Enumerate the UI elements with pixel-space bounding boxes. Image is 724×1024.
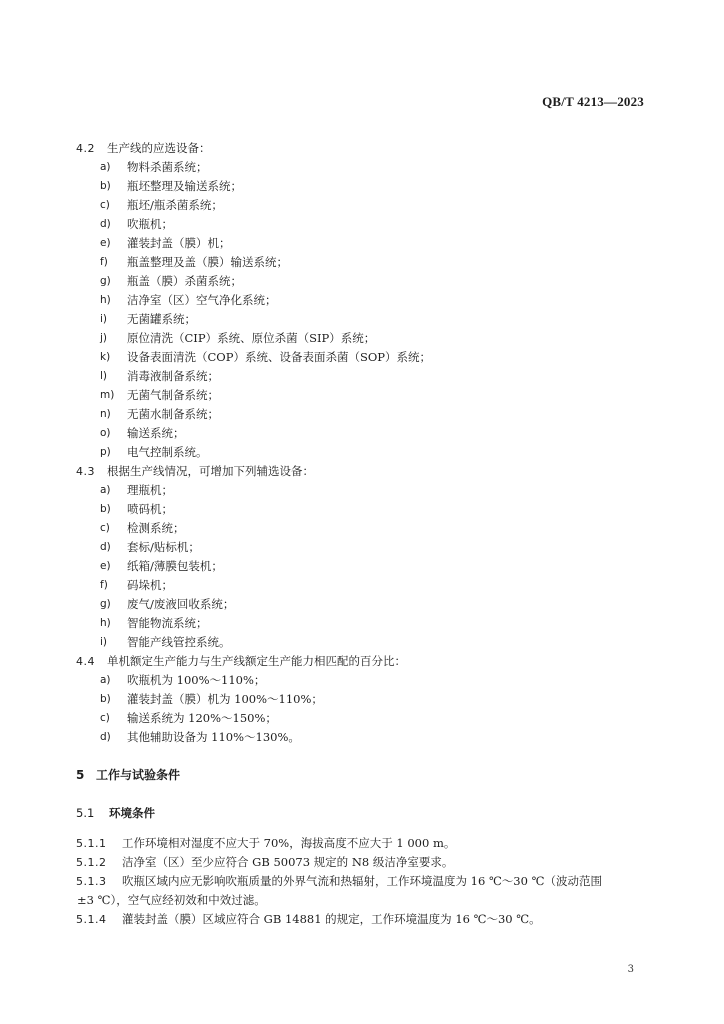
clause-number: 5.1.3 (76, 875, 107, 888)
clause-title: 环境条件 (109, 806, 155, 820)
chapter-title: 工作与试验条件 (96, 768, 181, 782)
clause-text: 灌装封盖（膜）区域应符合 GB 14881 的规定，工作环境温度为 16 ℃～30 ℃。 (122, 912, 541, 926)
clause-text: 吹瓶区域内应无影响吹瓶质量的外界气流和热辐射，工作环境温度为 16 ℃～30 ℃（波动范围 (122, 874, 602, 888)
list-item-text: 输送系统为 120%～150%； (127, 711, 277, 725)
list-item-marker: g) (100, 598, 111, 610)
list-item-marker: j) (100, 332, 108, 344)
list-item-marker: l) (100, 370, 108, 382)
clause-title: 生产线的应选设备： (107, 141, 211, 155)
list-item-text: 吹瓶机为 100%～110%； (127, 673, 266, 687)
list-item-marker: a) (100, 484, 111, 496)
list-item-marker: h) (100, 294, 111, 306)
list-item-marker: d) (100, 541, 111, 553)
list-item-text: 喷码机； (127, 502, 173, 516)
list-item-text: 理瓶机； (127, 483, 173, 497)
list-item-text: 吹瓶机； (127, 217, 173, 231)
list-item-text: 灌装封盖（膜）机为 100%～110%； (127, 692, 323, 706)
list-item-text: 无菌水制备系统； (127, 407, 219, 421)
list-item-marker: i) (100, 636, 108, 648)
list-item-text: 瓶坯整理及输送系统； (127, 179, 242, 193)
list-item-text: 原位清洗（CIP）系统、原位杀菌（SIP）系统； (127, 331, 376, 345)
list-item-text: 套标/贴标机； (127, 540, 200, 554)
list-item-text: 电气控制系统。 (127, 445, 208, 459)
chapter-number: 5 (76, 768, 85, 782)
list-item-marker: h) (100, 617, 111, 629)
list-item-text: 废气/废液回收系统； (127, 597, 235, 611)
clause-number: 5.1.2 (76, 856, 107, 869)
list-item-marker: c) (100, 522, 110, 534)
list-item-marker: a) (100, 674, 111, 686)
list-item-marker: b) (100, 503, 111, 515)
list-item-marker: o) (100, 427, 111, 439)
list-item-text: 智能物流系统； (127, 616, 208, 630)
clause-number: 4.2 (76, 142, 95, 155)
list-item-text: 瓶盖整理及盖（膜）输送系统； (127, 255, 288, 269)
page-number: 3 (627, 964, 634, 975)
list-item-marker: f) (100, 579, 108, 591)
list-item-marker: c) (100, 712, 110, 724)
clause-number: 4.3 (76, 465, 95, 478)
list-item-marker: f) (100, 256, 108, 268)
clause-text: 洁净室（区）至少应符合 GB 50073 规定的 N8 级洁净室要求。 (122, 855, 454, 869)
list-item-text: 瓶盖（膜）杀菌系统； (127, 274, 242, 288)
clause-title: 单机额定生产能力与生产线额定生产能力相匹配的百分比： (107, 654, 406, 668)
list-item-text: 智能产线管控系统。 (127, 635, 231, 649)
list-item-marker: p) (100, 446, 111, 458)
list-item-marker: m) (100, 389, 115, 401)
list-item-text: 瓶坯/瓶杀菌系统； (127, 198, 223, 212)
list-item-marker: b) (100, 693, 111, 705)
list-item-text: 洁净室（区）空气净化系统； (127, 293, 277, 307)
standard-number-header: QB/T 4213—2023 (542, 94, 644, 109)
list-item-text: 无菌罐系统； (127, 312, 196, 326)
list-item-text: 纸箱/薄膜包装机； (127, 559, 223, 573)
list-item-text: 无菌气制备系统； (127, 388, 219, 402)
list-item-marker: d) (100, 731, 111, 743)
list-item-marker: i) (100, 313, 108, 325)
list-item-marker: b) (100, 180, 111, 192)
clause-number: 5.1.4 (76, 913, 107, 926)
list-item-text: 灌装封盖（膜）机； (127, 236, 231, 250)
list-item-marker: k) (100, 351, 111, 363)
list-item-text: 消毒液制备系统； (127, 369, 219, 383)
list-item-marker: d) (100, 218, 111, 230)
list-item-marker: n) (100, 408, 111, 420)
list-item-text: 输送系统； (127, 426, 185, 440)
list-item-marker: e) (100, 237, 111, 249)
list-item-text: 设备表面清洗（COP）系统、设备表面杀菌（SOP）系统； (127, 350, 432, 364)
clause-number: 4.4 (76, 655, 95, 668)
clause-number: 5.1.1 (76, 837, 107, 850)
list-item-text: 其他辅助设备为 110%～130%。 (127, 730, 300, 744)
list-item-marker: a) (100, 161, 111, 173)
list-item-text: 码垛机； (127, 578, 173, 592)
list-item-marker: g) (100, 275, 111, 287)
list-item-marker: c) (100, 199, 110, 211)
list-item-marker: e) (100, 560, 111, 572)
list-item-text: 检测系统； (127, 521, 185, 535)
clause-text-continued: ±3 ℃），空气应经初效和中效过滤。 (77, 893, 266, 907)
clause-text: 工作环境相对湿度不应大于 70%，海拔高度不应大于 1 000 m。 (122, 836, 456, 850)
list-item-text: 物料杀菌系统； (127, 160, 208, 174)
clause-title: 根据生产线情况，可增加下列辅选设备： (107, 464, 314, 478)
clause-number: 5.1 (76, 806, 95, 820)
